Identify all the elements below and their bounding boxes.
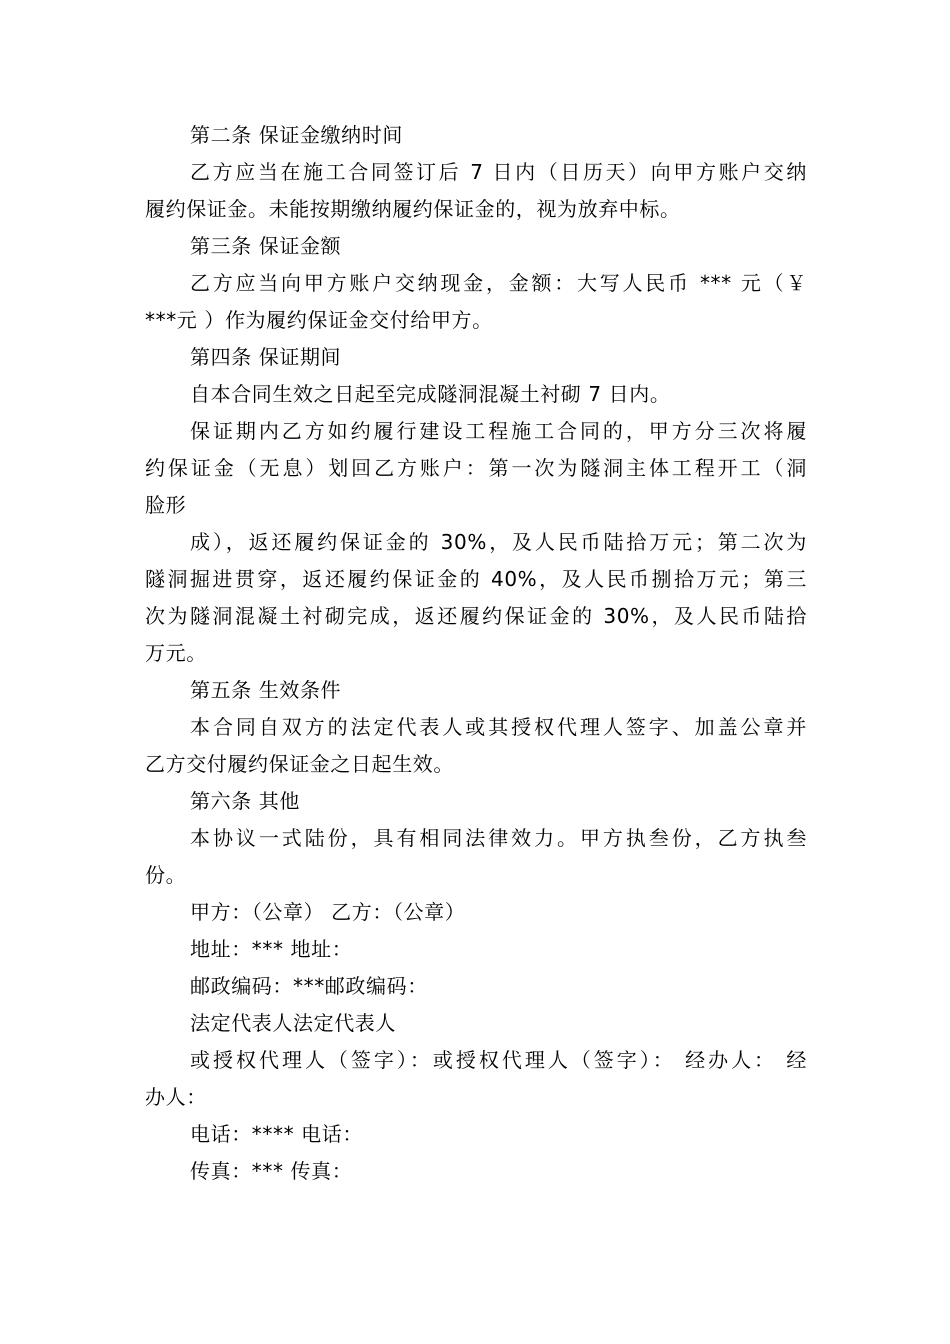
contract-body xyxy=(145,117,807,1190)
paragraph-line: 份。 xyxy=(145,863,187,887)
paragraph-line: 次为隧洞混凝土衬砌完成，返还履约保证金的 30%，及人民币陆拾 xyxy=(145,604,807,628)
paragraph-line: 本合同自双方的法定代表人或其授权代理人签字、加盖公章并 xyxy=(190,715,807,739)
article-3-heading: 第三条 保证金额 xyxy=(190,234,342,258)
fax-line: 传真：*** 传真： xyxy=(190,1159,353,1183)
paragraph-line: 万元。 xyxy=(145,641,207,665)
paragraph-line: 乙方应当在施工合同签订后 7 日内（日历天）向甲方账户交纳 xyxy=(190,160,807,184)
paragraph-line: 办人： xyxy=(145,1085,207,1109)
authorized-agent-line: 或授权代理人（签字）：或授权代理人（签字）： 经办人： 经 xyxy=(190,1048,807,1072)
paragraph-line: ***元 ）作为履约保证金交付给甲方。 xyxy=(145,308,493,332)
paragraph-line: 保证期内乙方如约履行建设工程施工合同的，甲方分三次将履 xyxy=(190,419,807,443)
article-6-heading: 第六条 其他 xyxy=(190,789,300,813)
paragraph-line: 乙方交付履约保证金之日起生效。 xyxy=(145,752,454,776)
address-line: 地址：*** 地址： xyxy=(190,937,353,961)
paragraph-line: 成），返还履约保证金的 30%，及人民币陆拾万元；第二次为 xyxy=(190,530,807,554)
legal-representative-line: 法定代表人法定代表人 xyxy=(190,1011,396,1035)
paragraph-line: 自本合同生效之日起至完成隧洞混凝土衬砌 7 日内。 xyxy=(190,382,671,406)
paragraph-line: 本协议一式陆份，具有相同法律效力。甲方执叁份，乙方执叁 xyxy=(190,826,807,850)
article-5-heading: 第五条 生效条件 xyxy=(190,678,342,702)
article-2-heading: 第二条 保证金缴纳时间 xyxy=(190,123,403,147)
paragraph-line: 履约保证金。未能按期缴纳履约保证金的，视为放弃中标。 xyxy=(145,197,681,221)
article-4-heading: 第四条 保证期间 xyxy=(190,345,342,369)
paragraph-line: 约保证金（无息）划回乙方账户：第一次为隧洞主体工程开工（洞 xyxy=(145,456,807,480)
paragraph-line: 脸形 xyxy=(145,493,187,517)
paragraph-line: 隧洞掘进贯穿，返还履约保证金的 40%，及人民币捌拾万元；第三 xyxy=(145,567,807,591)
paragraph-line: 乙方应当向甲方账户交纳现金，金额：大写人民币 *** 元（￥ xyxy=(190,271,807,295)
postal-code-line: 邮政编码：***邮政编码： xyxy=(190,974,428,998)
phone-line: 电话：**** 电话： xyxy=(190,1122,363,1146)
party-seal-line: 甲方：（公章） 乙方：（公章） xyxy=(190,900,466,924)
